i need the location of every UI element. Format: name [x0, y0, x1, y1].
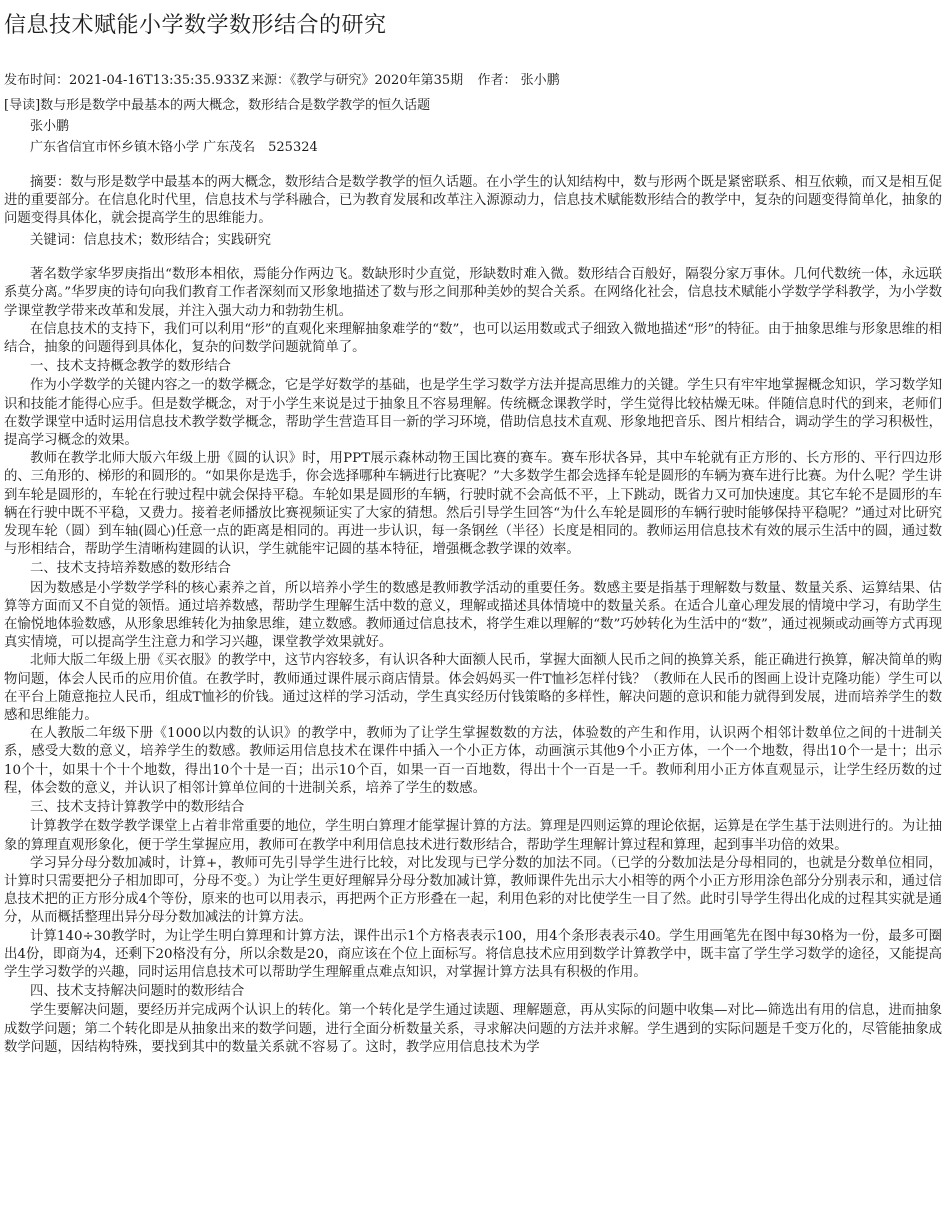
body-paragraph: 计算140÷30教学时，为让学生明白算理和计算方法，课件出示1个方格表表示100，用4个条形表表示40。学生用画笔先在图中每30格为一份，最多可圈出4份，即商为4，还剩下20格没有分，所以余数是20，商应该在个位上面标写。将信息技术应用到数学计算教学中，既丰富了学生学习数学的途径，又能提高学生学习数学的兴趣，同时运用信息技术可以帮助学生理解重点难点知识，对掌握计算方法具有积极的作用。 [4, 928, 942, 980]
body-paragraph: 教师在教学北师大版六年级上册《圆的认识》时，用PPT展示森林动物王国比赛的赛车。赛车形状各异，其中车轮就有正方形的、长方形的、平行四边形的、三角形的、梯形的和圆形的。“如果你是选手，你会选择哪种车辆进行比赛呢？”大多数学生都会选择车轮是圆形的车辆为赛车进行比赛。为什么呢？学生讲到车轮是圆形的，车轮在行驶过程中就会保持平稳。车轮如果是圆形的车辆，行驶时就不会高低不平，上下跳动，既省力又可加快速度。其它车轮不是圆形的车辆在行驶中既不平稳，又费力。接着老师播放比赛视频证实了大家的猜想。然后引导学生回答“为什么车轮是圆形的车辆行驶时能够保持平稳呢？”通过对比研究发现车轮（圆）到车轴(圆心)任意一点的距离是相同的。再进一步认识，每一条钢丝（半径）长度是相同的。教师运用信息技术有效的展示生活中的圆，通过数与形相结合，帮助学生清晰构建圆的认识，学生就能牢记圆的基本特征，增强概念教学课的效率。 [4, 451, 942, 558]
intro-paragraph: 在信息技术的支持下，我们可以利用“形”的直观化来理解抽象难学的“数”，也可以运用数或式子细致入微地描述“形”的特征。由于抽象思维与形象思维的相结合，抽象的问题得到具体化，复杂的问数学问题就简单了。 [4, 321, 942, 356]
keywords: 关键词：信息技术；数形结合；实践研究 [30, 233, 272, 248]
author-meta: 作者： 张小鹏 [477, 73, 560, 88]
body-paragraph: 学生要解决问题，要经历并完成两个认识上的转化。第一个转化是学生通过读题、理解题意，再从实际的问题中收集—对比—筛选出有用的信息，进而抽象成数学问题；第二个转化即是从抽象出来的数学问题，进行全面分析数量关系，寻求解决问题的方法并求解。学生遇到的实际问题是千变万化的，尽管能抽象成数学问题，因结构特殊，要找到其中的数量关系就不容易了。这时，教学应用信息技术为学 [4, 1003, 942, 1055]
author-affiliation: 广东省信宜市怀乡镇木铬小学 广东茂名 525324 [30, 140, 318, 155]
source: 来源：《教学与研究》2020年第35期 [251, 73, 464, 88]
body-paragraph: 计算教学在数学教学课堂上占着非常重要的地位，学生明白算理才能掌握计算的方法。算理是四则运算的理论依据，运算是在学生基于法则进行的。为让抽象的算理直观形象化，便于学生掌握应用，教师可在教学中利用信息技术进行数形结合，帮助学生理解计算过程和算理，起到事半功倍的效果。 [4, 819, 942, 853]
section-heading: 三、技术支持计算教学中的数形结合 [30, 800, 245, 816]
intro-paragraph: 著名数学家华罗庚指出“数形本相依，焉能分作两边飞。数缺形时少直觉，形缺数时难入微。数形结合百般好，隔裂分家万事休。几何代数统一体，永远联系莫分离。”华罗庚的诗句向我们教育工作者深刻而又形象地描述了数与形之间那种美妙的契合关系。在网络化社会，信息技术赋能小学数学学科教学，为小学数学课堂教学带来改革和发展，并注入强大动力和勃勃生机。 [4, 267, 942, 319]
section-heading: 一、技术支持概念教学的数形结合 [30, 359, 231, 375]
body-paragraph: 学习异分母分数加减时，计算+，教师可先引导学生进行比较，对比发现与已学分数的加法不同。（已学的分数加法是分母相同的，也就是分数单位相同，计算时只需要把分子相加即可，分母不变。）为让学生更好理解异分母分数加减计算，教师课件先出示大小相等的两个小正方形用涂色部分分别表示和，通过信息技术把的正方形分成4个等份，原来的也可以用表示，再把两个正方形叠在一起，利用色彩的对比使学生一目了然。此时引导学生得出化成的过程其实就是通分，从而概括整理出异分母分数加减法的计算方法。 [4, 855, 942, 926]
section-heading: 二、技术支持培养数感的数形结合 [30, 561, 231, 577]
article-title: 信息技术赋能小学数学数形结合的研究 [4, 13, 387, 38]
body-paragraph: 因为数感是小学数学学科的核心素养之首，所以培养小学生的数感是教师教学活动的重要任务。数感主要是指基于理解数与数量、数量关系、运算结果、估算等方面而又不自觉的领悟。通过培养数感，帮助学生理解生活中数的意义，理解或描述具体情境中的数量关系。在适合儿童心理发展的情境中学习，有助学生在愉悦地体验数感，从形象思维转化为抽象思维，建立数感。教师通过信息技术，将学生难以理解的“数”巧妙转化为生活中的“数”，通过视频或动画等方式再现真实情境，可以提高学生注意力和学习兴趣，课堂教学效果就好。 [4, 580, 942, 651]
lead-text: [导读]数与形是数学中最基本的两大概念，数形结合是数学教学的恒久话题 [4, 98, 431, 113]
abstract: 摘要：数与形是数学中最基本的两大概念，数形结合是数学教学的恒久话题。在小学生的认知结构中，数与形两个既是紧密联系、相互依赖，而又是相互促进的重要部分。在信息化时代里，信息技术与学科融合，已为教育发展和改革注入源源动力，信息技术赋能数形结合的教学中，复杂的问题变得简单化，抽象的问题变得具体化，就会提高学生的思维能力。 [4, 175, 942, 226]
body-paragraph: 在人教版二年级下册《1000以内数的认识》的教学中，教师为了让学生掌握数数的方法，体验数的产生和作用，认识两个相邻计数单位之间的十进制关系，感受大数的意义，培养学生的数感。教师运用信息技术在课件中插入一个小正方体，动画演示其他9个小正方体，一个一个地数，得出10个一是十；出示10个十，如果十个十个地数，得出10个十是一百；出示10个百，如果一百一百地数，得出十个一百是一千。教师利用小正方体直观显示，让学生经历数的过程，体会数的意义，并认识了相邻计算单位间的十进制关系，培养了学生的数感。 [4, 726, 942, 796]
section-heading: 四、技术支持解决问题时的数形结合 [30, 984, 245, 1000]
publish-time: 发布时间：2021-04-16T13:35:35.933Z [4, 73, 249, 88]
author-name: 张小鹏 [30, 119, 70, 134]
body-paragraph: 北师大版二年级上册《买衣服》的教学中，这节内容较多，有认识各种大面额人民币，掌握大面额人民币之间的换算关系，能正确进行换算，解决简单的购物问题，体会人民币的应用价值。在教学时，教师通过课件展示商店情景。体会妈妈买一件T恤衫怎样付钱？（教师在人民币的图画上设计克隆功能）学生可以在平台上随意拖拉人民币，组成T恤衫的价钱。通过这样的学习活动，学生真实经历付钱策略的多样性，解决问题的意识和能力就得到发展，进而培养学生的数感和思维能力。 [4, 653, 942, 724]
body-paragraph: 作为小学数学的关键内容之一的数学概念，它是学好数学的基础，也是学生学习数学方法并提高思维力的关键。学生只有牢牢地掌握概念知识，学习数学知识和技能才能得心应手。但是数学概念，对于小学生来说是过于抽象且不容易理解。传统概念课教学时，学生觉得比较枯燥无味。伴随信息时代的到来，老师们在数学课堂中适时运用信息技术教学数学概念，帮助学生营造耳目一新的学习环境，借助信息技术直观、形象地把音乐、图片相结合，调动学生的学习积极性，提高学习概念的效果。 [4, 378, 942, 449]
article-meta [4, 72, 942, 90]
